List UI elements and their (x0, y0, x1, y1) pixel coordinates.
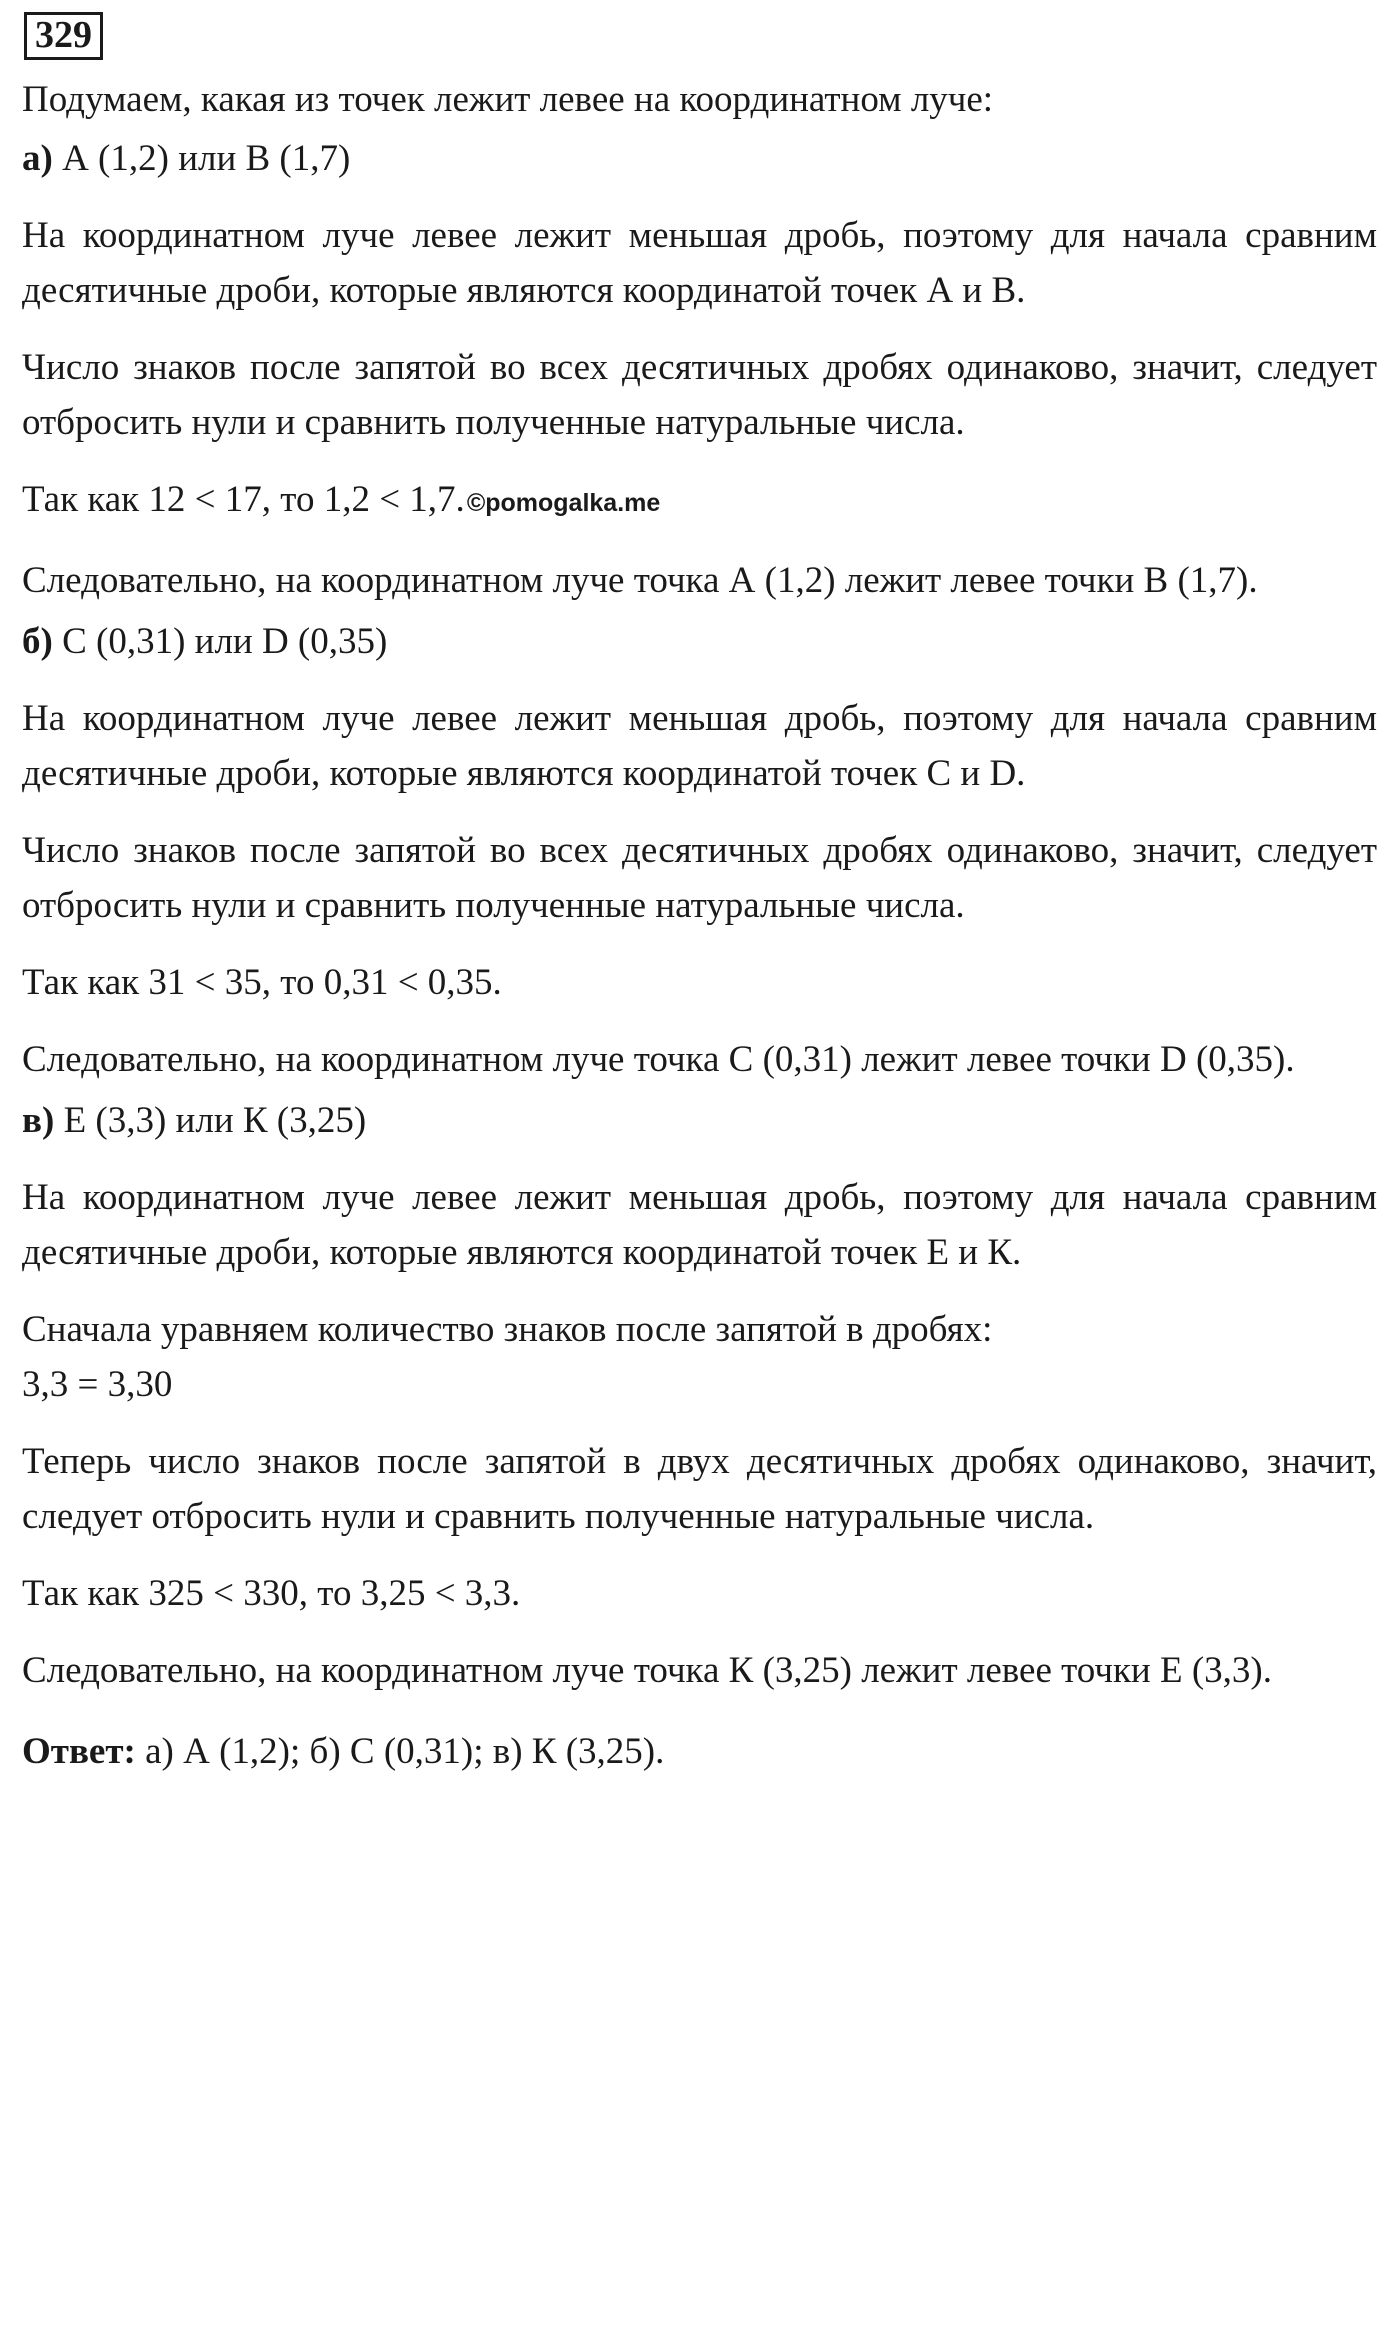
part-a-p1: На координатном луче левее лежит меньшая дробь, поэтому для начала сравним десятичные дроби, которые являются координатой точек А и В. (22, 215, 1377, 311)
part-b-p1: На координатном луче левее лежит меньшая дробь, поэтому для начала сравним десятичные дроби, которые являются координатой точек С и D. (22, 698, 1377, 794)
intro-text: Подумаем, какая из точек лежит левее на координатном луче: (22, 79, 994, 120)
part-a-label: а) (22, 138, 53, 179)
part-c-title (22, 1093, 1377, 1148)
part-b-title-text: С (0,31) или D (0,35) (62, 621, 388, 662)
part-a-p3-text: Так как 12 < 17, то 1,2 < 1,7. (22, 479, 465, 520)
part-c-p3: Теперь число знаков после запятой в двух десятичных дробях одинаково, значит, следует отбросить нули и сравнить полученные натуральные числа. (22, 1441, 1377, 1537)
part-c-p4: Так как 325 < 330, то 3,25 < 3,3. (22, 1573, 521, 1614)
part-b-title (22, 614, 1377, 669)
watermark: ©pomogalka.me (466, 489, 661, 517)
part-c-title-text: Е (3,3) или К (3,25) (63, 1100, 367, 1141)
part-c-p5: Следовательно, на координатном луче точка К (3,25) лежит левее точки Е (3,3). (22, 1650, 1272, 1691)
part-c-p2b: 3,3 = 3,30 (22, 1364, 173, 1405)
part-b-p3: Так как 31 < 35, то 0,31 < 0,35. (22, 962, 502, 1003)
solution-page (22, 12, 1377, 1779)
part-a-p4: Следовательно, на координатном луче точка А (1,2) лежит левее точки В (1,7). (22, 560, 1258, 601)
part-b-p4: Следовательно, на координатном луче точка С (0,31) лежит левее точки D (0,35). (22, 1039, 1295, 1080)
answer-line (22, 1724, 1377, 1779)
part-c-label: в) (22, 1100, 55, 1141)
part-c-p1: На координатном луче левее лежит меньшая дробь, поэтому для начала сравним десятичные дроби, которые являются координатой точек Е и К. (22, 1177, 1377, 1273)
part-b-label: б) (22, 621, 53, 662)
problem-number-box: 329 (24, 12, 103, 60)
part-a-title-text: А (1,2) или В (1,7) (62, 138, 351, 179)
part-a-title (22, 131, 1377, 186)
part-a-p3 (22, 472, 1377, 531)
answer-text: а) А (1,2); б) С (0,31); в) К (3,25). (145, 1731, 665, 1772)
part-b-p2: Число знаков после запятой во всех десятичных дробях одинаково, значит, следует отбросить нули и сравнить полученные натуральные числа. (22, 830, 1377, 926)
problem-number (22, 12, 1377, 60)
part-a-p2: Число знаков после запятой во всех десятичных дробях одинаково, значит, следует отбросить нули и сравнить полученные натуральные числа. (22, 347, 1377, 443)
answer-label: Ответ: (22, 1731, 136, 1772)
part-c-p2: Сначала уравняем количество знаков после запятой в дробях: (22, 1309, 993, 1350)
